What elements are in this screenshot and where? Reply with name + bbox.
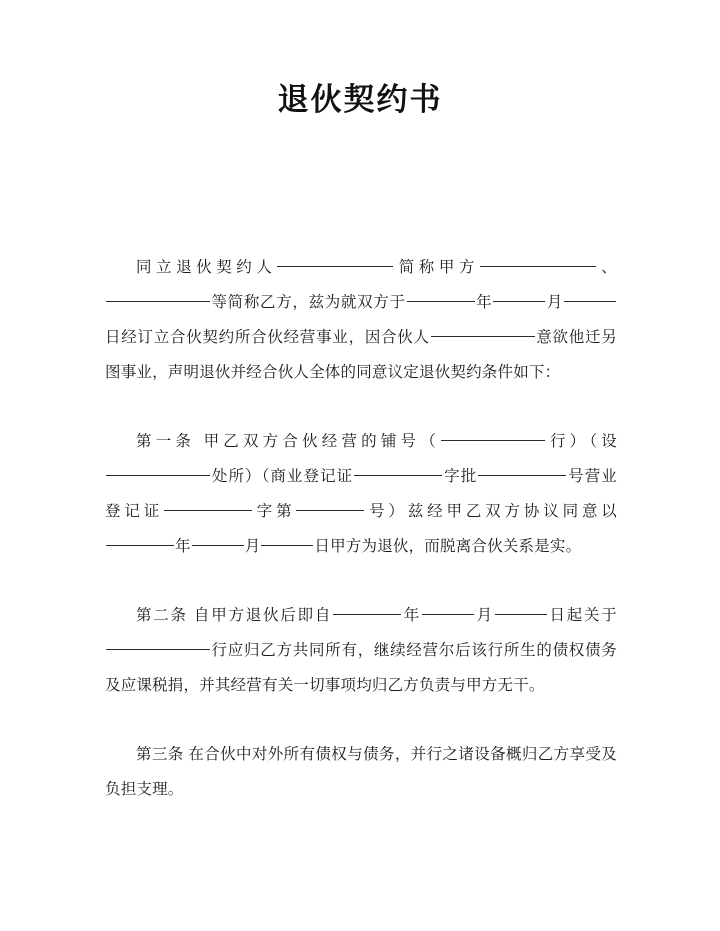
fill-in-blank[interactable] [261, 529, 313, 546]
fill-in-blank[interactable] [422, 598, 474, 615]
fill-in-blank[interactable] [431, 320, 535, 337]
text-run: 第三条 在合伙中对外所有债权与债务，并行之诸设备概归乙方享受及负担支理。 [105, 746, 617, 798]
text-run: 年 [475, 294, 493, 311]
text-run: 第二条 自甲方退伙后即自 [136, 607, 333, 624]
fill-in-blank[interactable] [106, 529, 174, 546]
text-run: 处所）（商业登记证 [211, 468, 354, 485]
fill-in-blank[interactable] [106, 459, 210, 476]
fill-in-blank[interactable] [407, 285, 475, 302]
text-run: 号）兹经甲乙双方协议同意以 [365, 503, 617, 520]
text-run: 第一条 甲乙双方合伙经营的铺号（ [136, 433, 440, 450]
fill-in-blank[interactable] [354, 459, 442, 476]
text-run: 字批 [443, 468, 478, 485]
text-run: 月 [546, 294, 564, 311]
article-3-paragraph [105, 737, 617, 807]
text-run: 简称甲方 [394, 259, 479, 276]
fill-in-blank[interactable] [480, 250, 596, 267]
text-run: 号营业登记证 [105, 468, 617, 520]
fill-in-blank[interactable] [296, 494, 364, 511]
text-run: 等简称乙方，兹为就双方于 [211, 294, 406, 311]
fill-in-blank[interactable] [478, 459, 566, 476]
fill-in-blank[interactable] [106, 285, 210, 302]
fill-in-blank[interactable] [106, 633, 210, 650]
fill-in-blank[interactable] [495, 598, 547, 615]
text-run: 同立退伙契约人 [136, 259, 277, 276]
page-title: 退伙契约书 [277, 82, 443, 117]
text-run: 行应归乙方共同所有，继续经营尔后该行所生的债权债务及应课税捐，并其经营有关一切事项均归乙方负责与甲方无干。 [105, 642, 617, 694]
text-run: 年 [175, 538, 191, 555]
fill-in-blank[interactable] [493, 285, 545, 302]
fill-in-blank[interactable] [441, 424, 545, 441]
fill-in-blank[interactable] [164, 494, 252, 511]
fill-in-blank[interactable] [277, 250, 393, 267]
text-run: 字第 [253, 503, 296, 520]
text-run: 行）（设 [545, 433, 617, 450]
preamble-paragraph [105, 250, 617, 390]
text-run: 月 [244, 538, 261, 555]
article-1-paragraph [105, 424, 617, 564]
fill-in-blank[interactable] [192, 529, 244, 546]
text-run: 日甲方为退伙，而脱离合伙关系是实。 [314, 538, 582, 555]
text-run: 日经订立合伙契约所合伙经营事业，因合伙人 [105, 329, 430, 346]
fill-in-blank[interactable] [333, 598, 401, 615]
fill-in-blank[interactable] [564, 285, 616, 302]
article-2-paragraph [105, 598, 617, 703]
text-run: 月 [475, 607, 494, 624]
text-run: 、 [596, 259, 617, 276]
text-run: 年 [402, 607, 422, 624]
text-run: 意欲他迁另图事业，声明退伙并经合伙人全体的同意议定退伙契约条件如下： [105, 329, 617, 381]
text-run: 日起关于 [547, 607, 617, 624]
document-body [105, 250, 617, 807]
